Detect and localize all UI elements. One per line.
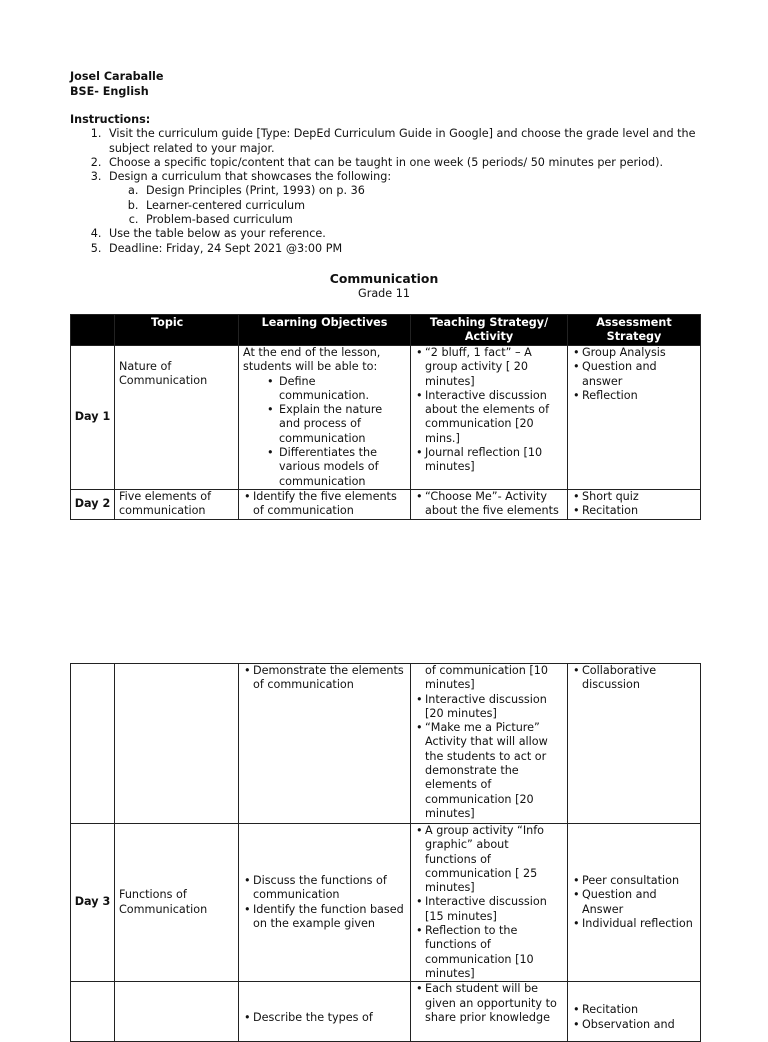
objectives-cell	[239, 489, 411, 519]
list-item: • Observation and	[582, 1018, 696, 1032]
instruction-item: 5. Deadline: Friday, 24 Sept 2021 @3:00 PM	[105, 242, 710, 256]
instruction-subitem: c. Problem-based curriculum	[142, 213, 710, 227]
topic-cell	[115, 982, 239, 1042]
instruction-text: Design a curriculum that showcases the following:	[109, 170, 392, 184]
assessment-cell	[568, 346, 701, 490]
strategy-list	[415, 824, 563, 981]
assessment-list	[572, 490, 696, 519]
document-subtitle: Grade 11	[358, 287, 410, 300]
table-row	[71, 824, 701, 982]
list-item: • Discuss the functions of communication	[253, 874, 406, 903]
assessment-cell	[568, 982, 701, 1042]
instruction-item: 4. Use the table below as your reference.	[105, 227, 710, 241]
author-block	[70, 70, 163, 99]
author-name: Josel Caraballe	[70, 70, 164, 83]
list-item: • Reflection to the functions of communication [10 minutes]	[425, 924, 563, 981]
instruction-item	[105, 170, 710, 227]
header-topic: Topic	[115, 315, 239, 346]
instruction-subitem: b. Learner-centered curriculum	[142, 199, 710, 213]
list-item: • Collaborative discussion	[582, 664, 696, 693]
strategy-list	[415, 693, 563, 822]
table-row	[71, 664, 701, 824]
table-row	[71, 982, 701, 1042]
list-item: • Peer consultation	[582, 874, 696, 888]
list-item: • Recitation	[582, 1003, 696, 1017]
curriculum-table-continued	[70, 663, 701, 1042]
list-item: • Journal reflection [10 minutes]	[425, 446, 563, 475]
objectives-list	[243, 874, 406, 931]
list-item: • A group activity “Info graphic” about functions of communication [ 25 minutes]	[425, 824, 563, 895]
list-item: • “Make me a Picture” Activity that will allow the students to act or demonstrate the elements of communication [20 minutes]	[425, 721, 563, 821]
list-item: • Identify the function based on the example given	[253, 903, 406, 932]
table-row	[71, 346, 701, 490]
curriculum-table	[70, 314, 701, 520]
day-label	[71, 982, 115, 1042]
list-item: • Describe the types of	[253, 1011, 406, 1025]
assessment-list	[572, 664, 696, 693]
instructions	[70, 113, 710, 256]
strategy-list	[415, 346, 563, 475]
instruction-sublist	[109, 184, 710, 227]
list-item: • Interactive discussion [20 minutes]	[425, 693, 563, 722]
objectives-intro: At the end of the lesson, students will be able to:	[243, 346, 381, 374]
strategy-cell	[411, 346, 568, 490]
list-item: • Individual reflection	[582, 917, 696, 931]
list-item: • “2 bluff, 1 fact” – A group activity [ 20 minutes]	[425, 346, 563, 389]
header-assessment: Assessment Strategy	[568, 315, 701, 346]
objectives-list	[243, 1011, 406, 1025]
list-item: • Question and Answer	[582, 888, 696, 917]
document-title: Communication	[329, 271, 439, 286]
list-item: • Differentiates the various models of communication	[279, 446, 406, 489]
strategy-cell	[411, 982, 568, 1042]
table-header-row	[71, 315, 701, 346]
instructions-list	[70, 127, 710, 256]
assessment-cell	[568, 824, 701, 982]
assessment-list	[572, 874, 696, 931]
topic-cell: Functions of Communication	[115, 824, 239, 982]
topic-cell: Five elements of communication	[115, 489, 239, 519]
assessment-cell	[568, 489, 701, 519]
strategy-cell	[411, 489, 568, 519]
day-label: Day 2	[71, 489, 115, 519]
strategy-cell	[411, 824, 568, 982]
list-item: • Question and answer	[582, 360, 696, 389]
day-label	[71, 664, 115, 824]
list-item: • Each student will be given an opportunity to share prior knowledge	[425, 982, 563, 1025]
list-item: • Interactive discussion [15 minutes]	[425, 895, 563, 924]
instruction-subitem: a. Design Principles (Print, 1993) on p. 36	[142, 184, 710, 198]
objectives-list	[243, 664, 406, 693]
list-item: • Group Analysis	[582, 346, 696, 360]
list-item: • Identify the five elements of communication	[253, 490, 406, 519]
objectives-cell	[239, 982, 411, 1042]
list-item: • Short quiz	[582, 490, 696, 504]
topic-cell	[115, 346, 239, 490]
objectives-cell	[239, 346, 411, 490]
header-objectives: Learning Objectives	[239, 315, 411, 346]
objectives-cell	[239, 664, 411, 824]
author-program: BSE- English	[70, 84, 149, 98]
list-item: • Interactive discussion about the elements of communication [20 mins.]	[425, 389, 563, 446]
assessment-cell	[568, 664, 701, 824]
instruction-item: 1. Visit the curriculum guide [Type: DepEd Curriculum Guide in Google] and choose the grade level and the subject related to your major.	[105, 127, 710, 156]
instructions-label: Instructions:	[70, 113, 151, 126]
list-item: • Define communication.	[279, 375, 406, 404]
strategy-continued-text: of communication [10 minutes]	[425, 664, 549, 692]
strategy-list	[415, 982, 563, 1025]
objectives-cell	[239, 824, 411, 982]
list-item: • “Choose Me”- Activity about the five elements	[425, 490, 563, 519]
day-label: Day 3	[71, 824, 115, 982]
list-item: • Reflection	[582, 389, 696, 403]
header-strategy: Teaching Strategy/ Activity	[411, 315, 568, 346]
list-item: • Demonstrate the elements of communication	[253, 664, 406, 693]
assessment-list	[572, 1003, 696, 1032]
objectives-list	[243, 375, 406, 489]
day-label: Day 1	[71, 346, 115, 490]
assessment-list	[572, 346, 696, 403]
header-day	[71, 315, 115, 346]
list-item: • Recitation	[582, 504, 696, 518]
strategy-list	[415, 490, 563, 519]
objectives-list	[243, 490, 406, 519]
topic-cell	[115, 664, 239, 824]
instruction-item: 2. Choose a specific topic/content that can be taught in one week (5 periods/ 50 minutes per period).	[105, 156, 710, 170]
topic-text: Nature of Communication	[119, 360, 208, 388]
list-item: • Explain the nature and process of communication	[279, 403, 406, 446]
strategy-cell	[411, 664, 568, 824]
table-row	[71, 489, 701, 519]
